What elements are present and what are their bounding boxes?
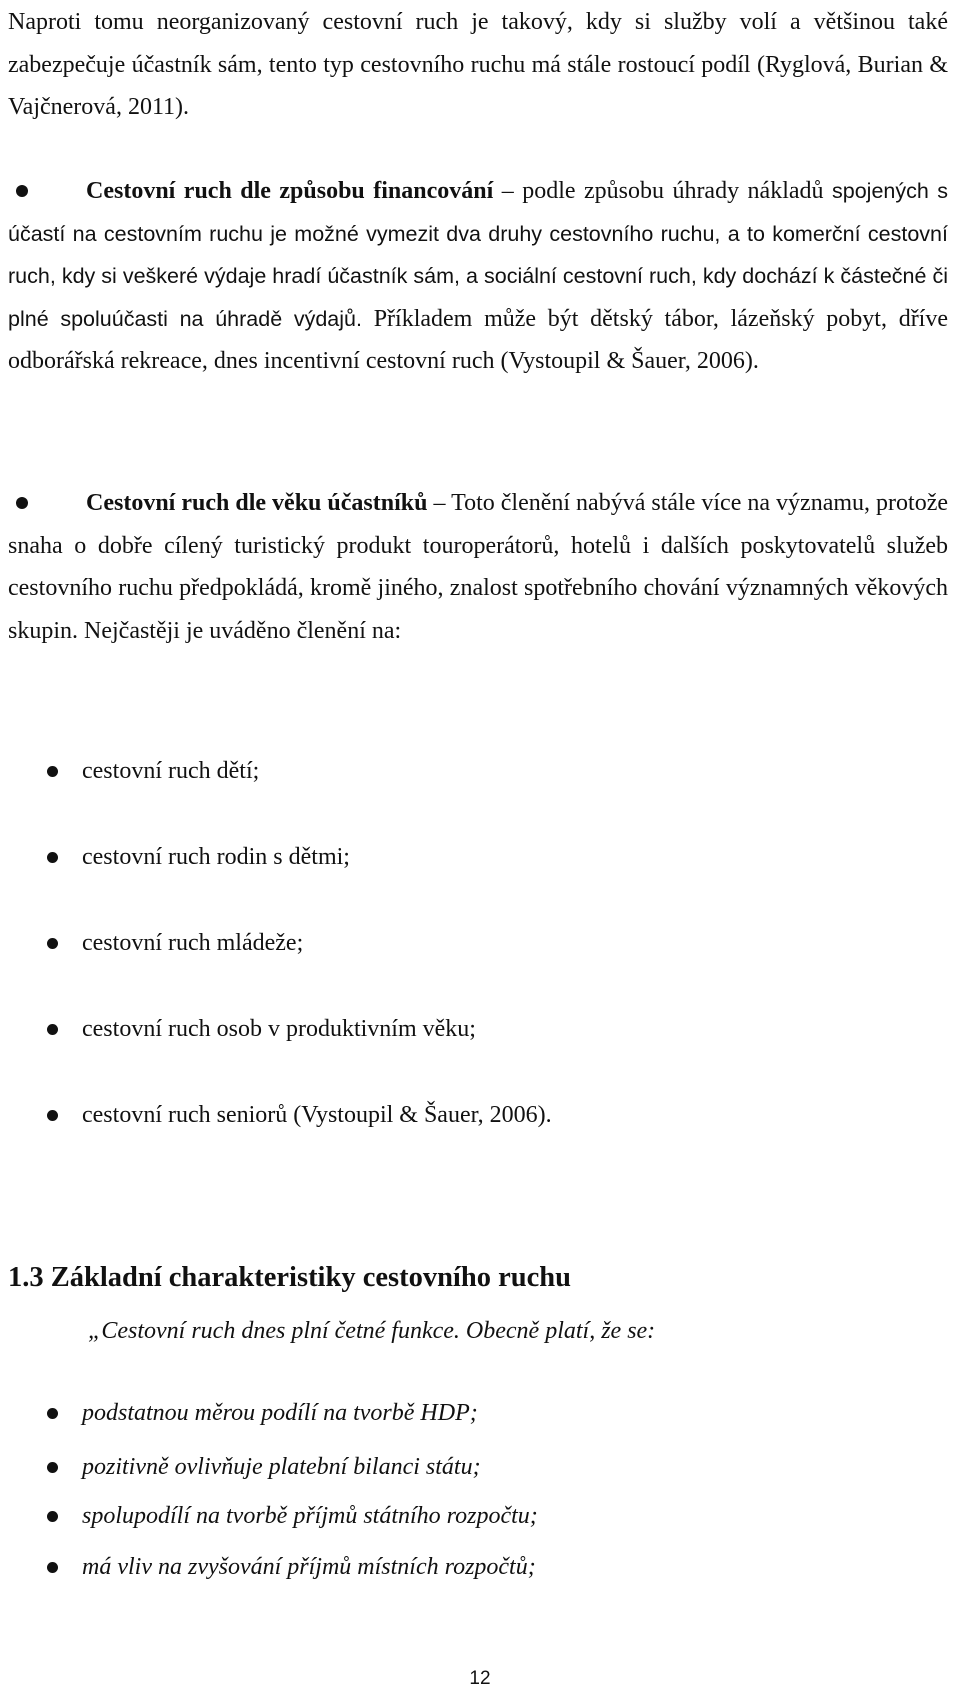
page-number: 12 bbox=[469, 1668, 491, 1689]
list-item-text: cestovní ruch seniorů (Vystoupil & Šauer, 2006). bbox=[82, 1102, 552, 1128]
financing-examples: Příkladem může být dětský tábor, lázeňský pobyt, dříve odborářská rekreace, dnes incentivní cestovní ruch (Vystoupil & Šauer, 2006). bbox=[8, 305, 949, 374]
bullet-dot-icon bbox=[16, 497, 28, 509]
term-age: Cestovní ruch dle věku účastníků bbox=[86, 490, 428, 516]
bullet-dot-icon bbox=[47, 1462, 58, 1473]
term-financing: Cestovní ruch dle způsobu financování bbox=[86, 178, 494, 204]
list-item-text: podstatnou měrou podílí na tvorbě HDP; bbox=[82, 1400, 478, 1426]
bullet-dot-icon bbox=[16, 185, 28, 197]
bullet-dot-icon bbox=[47, 1408, 58, 1419]
bullet-dot-icon bbox=[47, 1024, 58, 1035]
term-dash: – bbox=[493, 178, 523, 204]
section-heading: 1.3 Základní charakteristiky cestovního ruchu bbox=[8, 1262, 571, 1293]
bullet-dot-icon bbox=[47, 1110, 58, 1121]
financing-description: spojených s účastí na cestovním ruchu je možné vymezit dva druhy cestovního ruchu, a to komerční cestovní ruch, kdy si veškeré výdaje hradí účastník sám, a sociální cestovní ruch, kdy dochází k částečné či plné spoluúčasti na úhradě výdajů. bbox=[8, 179, 949, 331]
paragraph-text: Naproti tomu neorganizovaný cestovní ruch je takový, kdy si služby volí a většinou také zabezpečuje účastník sám, tento typ cestovního ruchu má stále rostoucí podíl (Ryglová, Burian & Vajčnerová, 2011). bbox=[8, 9, 948, 120]
bullet-dot-icon bbox=[47, 852, 58, 863]
bullet-dot-icon bbox=[47, 1511, 58, 1522]
quote-intro: „Cestovní ruch dnes plní četné funkce. Obecně platí, že se: bbox=[88, 1318, 656, 1344]
paragraph-intro bbox=[8, 1, 948, 129]
term-dash: – bbox=[427, 490, 452, 516]
financing-intro: podle způsobu úhrady nákladů bbox=[522, 178, 824, 204]
bullet-dot-icon bbox=[47, 938, 58, 949]
age-description: Toto členění nabývá stále více na významu, protože snaha o dobře cílený turistický produkt touroperátorů, hotelů i dalších poskytovatelů služeb cestovního ruchu předpokládá, kromě jiného, znalost spotřebního chování významných věkových skupin. Nejčastěji je uváděno členění na: bbox=[8, 490, 948, 644]
list-item-text: má vliv na zvyšování příjmů místních rozpočtů; bbox=[82, 1554, 536, 1580]
list-item-text: cestovní ruch dětí; bbox=[82, 758, 260, 784]
paragraph-financing bbox=[8, 170, 948, 383]
bullet-dot-icon bbox=[47, 766, 58, 777]
paragraph-age bbox=[8, 482, 948, 652]
list-item-text: cestovní ruch rodin s dětmi; bbox=[82, 844, 350, 870]
list-item-text: cestovní ruch mládeže; bbox=[82, 930, 304, 956]
list-item-text: cestovní ruch osob v produktivním věku; bbox=[82, 1016, 476, 1042]
bullet-dot-icon bbox=[47, 1562, 58, 1573]
list-item-text: spolupodílí na tvorbě příjmů státního rozpočtu; bbox=[82, 1503, 538, 1529]
list-item-text: pozitivně ovlivňuje platební bilanci státu; bbox=[82, 1454, 481, 1480]
